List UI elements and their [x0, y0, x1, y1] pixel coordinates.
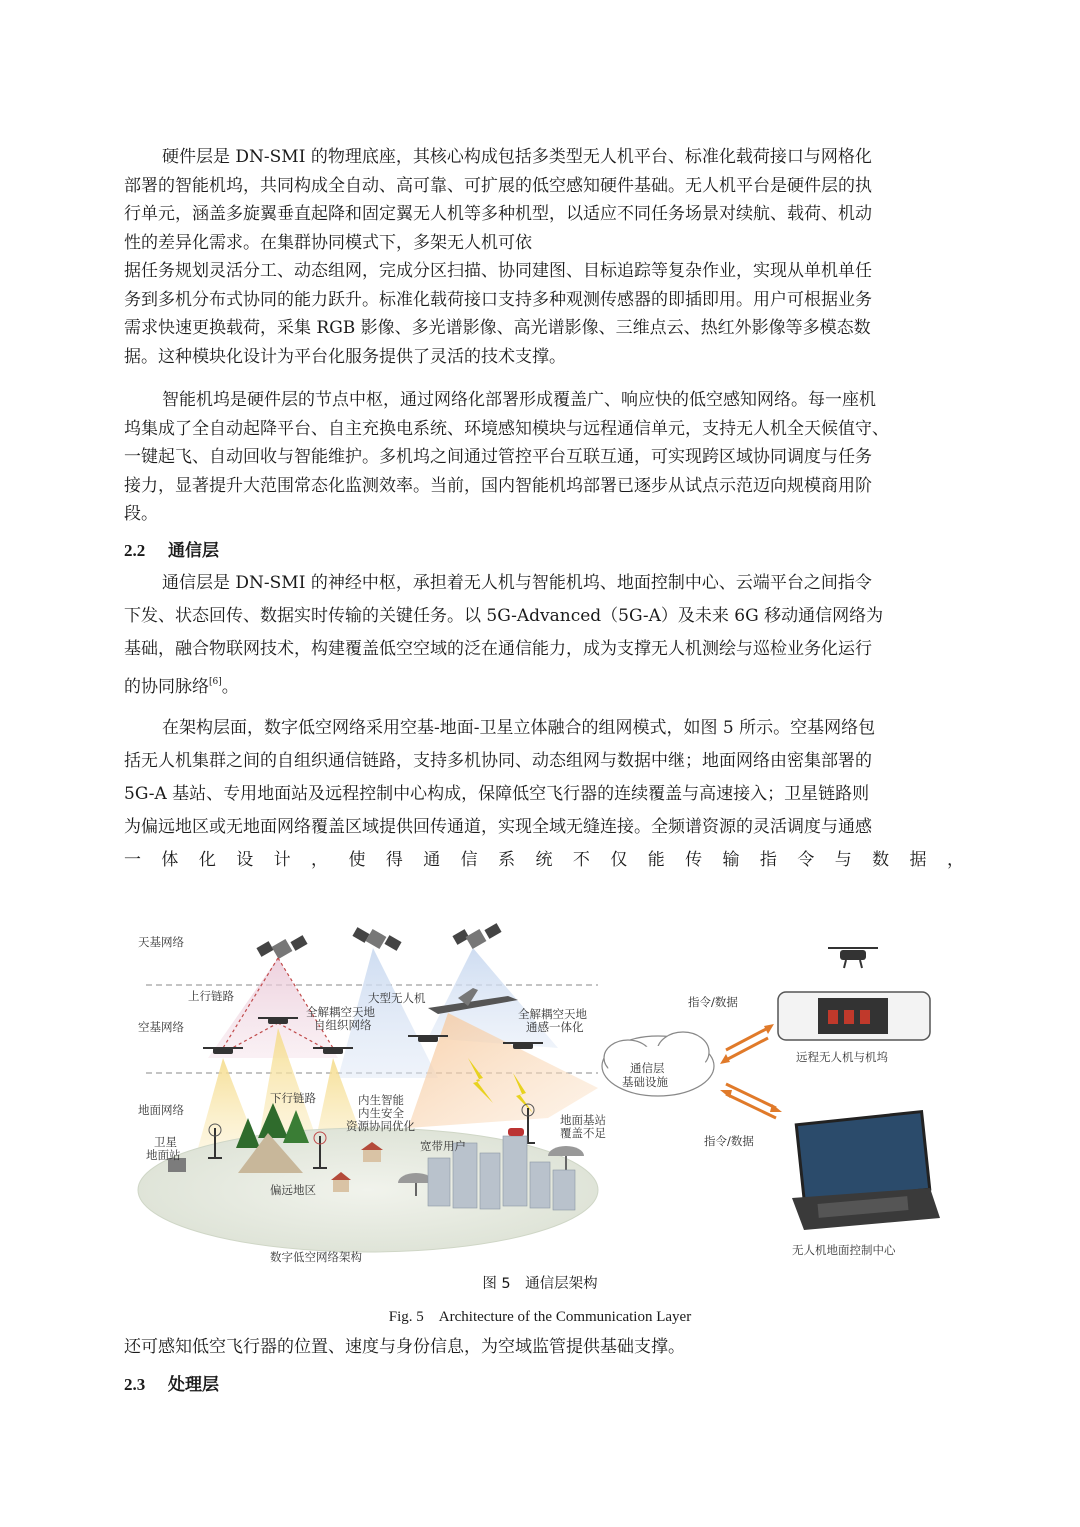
- text-line: 硬件层是 DN-SMI 的物理底座，其核心构成包括多类型无人机平台、标准化载荷接口与网格化: [162, 147, 872, 167]
- text-line-spread: [124, 844, 964, 877]
- char: 通: [423, 850, 441, 870]
- paragraph-dock: [124, 386, 964, 529]
- text-line: 接力，显著提升大范围常态化监测效率。当前，国内智能机坞部署已逐步从试点示范迈向规模商用阶: [124, 475, 872, 496]
- label-remote-area: 偏远地区: [270, 1183, 316, 1197]
- text-line: 性的差异化需求。在集群协同模式下，多架无人机可依: [124, 232, 532, 253]
- label-architecture: 数字低空网络架构: [270, 1250, 362, 1264]
- text-fragment: 的协同脉络: [124, 677, 209, 697]
- label-sat-ground-1: 卫星: [154, 1135, 177, 1149]
- char: ，: [311, 850, 329, 870]
- label-resource-opt: 资源协同优化: [346, 1119, 415, 1133]
- text-line: 坞集成了全自动起降平台、自主充换电系统、环境感知模块与远程通信单元，支持无人机全天候值守、: [124, 418, 889, 439]
- text-line: [124, 666, 964, 704]
- char: ，: [946, 850, 964, 870]
- char: 能: [647, 850, 665, 870]
- text-line: 还可感知低空飞行器的位置、速度与身份信息，为空域监管提供基础支撑。: [124, 1337, 685, 1357]
- label-gcs: 无人机地面控制中心: [792, 1243, 896, 1257]
- char: 数: [872, 850, 890, 870]
- section-heading-2-2: [124, 536, 219, 561]
- text-line: 一键起飞、自动回收与智能维护。多机坞之间通过管控平台互联互通，可实现跨区域协同调度与任务: [124, 447, 872, 467]
- label-uplink: 上行链路: [188, 989, 234, 1003]
- label-native-security: 内生安全: [358, 1106, 404, 1120]
- label-large-uav: 大型无人机: [368, 991, 426, 1005]
- char: 据: [909, 850, 927, 870]
- text-line: 段。: [124, 504, 158, 524]
- label-remote-dock: 远程无人机与机坞: [796, 1050, 888, 1064]
- text-line: 基础，融合物联网技术，构建覆盖低空空域的泛在通信能力，成为支撑无人机测绘与巡检业务化运行: [124, 639, 872, 659]
- text-line: 在架构层面，数字低空网络采用空基-地面-卫星立体融合的组网模式，如图 5 所示。空基网络包: [162, 718, 876, 738]
- label-isac-1: 全解耦空天地: [518, 1007, 587, 1021]
- label-adhoc-1: 全解耦空天地: [306, 1005, 375, 1019]
- label-adhoc-2: 自组织网络: [314, 1018, 372, 1032]
- text-line: 下发、状态回传、数据实时传输的关键任务。以 5G-Advanced（5G-A）及未来 6G 移动通信网络为: [124, 606, 884, 626]
- label-cmd-data-bottom: 指令/数据: [704, 1134, 754, 1148]
- label-isac-2: 通感一体化: [526, 1020, 584, 1034]
- figure-5-diagram: [128, 918, 956, 1266]
- citation-ref: [6]: [209, 677, 222, 687]
- label-air-network: 空基网络: [138, 1020, 184, 1034]
- paragraph-architecture: [124, 712, 964, 877]
- text-line: 部署的智能机坞，共同构成全自动、高可靠、可扩展的低空感知硬件基础。无人机平台是硬件层的执: [124, 175, 872, 196]
- paragraph-hardware: [124, 143, 964, 371]
- label-downlink: 下行链路: [270, 1091, 316, 1105]
- section-title: 处理层: [168, 1375, 219, 1395]
- section-number: 2.3: [124, 1375, 146, 1394]
- label-ground-network: 地面网络: [138, 1103, 184, 1117]
- char: 指: [759, 850, 777, 870]
- char: 输: [722, 850, 740, 870]
- label-sat-ground-2: 地面站: [146, 1148, 181, 1162]
- char: 一: [124, 850, 141, 870]
- paragraph-continued: [124, 1333, 964, 1362]
- text-line: 务到多机分布式协同的能力跃升。标准化载荷接口支持多种观测传感器的即插即用。用户可根据业务: [124, 289, 872, 310]
- section-title: 通信层: [168, 541, 219, 561]
- label-bs-lack-1: 地面基站: [560, 1113, 606, 1127]
- text-line: 为偏远地区或无地面网络覆盖区域提供回传通道，实现全域无缝连接。全频谱资源的灵活调度与通感: [124, 817, 872, 837]
- label-bs-lack-2: 覆盖不足: [560, 1126, 606, 1140]
- char: 使: [348, 850, 366, 870]
- char: 体: [161, 850, 179, 870]
- char: 令: [797, 850, 815, 870]
- char: 与: [834, 850, 852, 870]
- label-native-intel: 内生智能: [358, 1093, 404, 1107]
- char: 不: [572, 850, 590, 870]
- text-line: 通信层是 DN-SMI 的神经中枢，承担着无人机与智能机坞、地面控制中心、云端平台之间指令: [162, 573, 872, 593]
- ground-control-terminal-icon: [792, 1112, 940, 1230]
- char: 设: [236, 850, 254, 870]
- label-space-network: 天基网络: [138, 935, 184, 949]
- char: 传: [685, 850, 703, 870]
- paragraph-communication: [124, 567, 964, 704]
- text-fragment: 。: [221, 677, 239, 697]
- char: 信: [460, 850, 478, 870]
- label-broadband: 宽带用户: [420, 1139, 466, 1153]
- label-infra-2: 基础设施: [622, 1075, 668, 1089]
- figure-caption-en: Fig. 5 Architecture of the Communication Layer: [388, 1309, 692, 1325]
- char: 化: [198, 850, 216, 870]
- text-line: 行单元，涵盖多旋翼垂直起降和固定翼无人机等多种机型，以适应不同任务场景对续航、载荷、机动: [124, 204, 872, 224]
- label-infra-1: 通信层: [630, 1061, 665, 1075]
- text-line: 括无人机集群之间的自组织通信链路，支持多机协同、动态组网与数据中继；地面网络由密集部署的: [124, 751, 872, 771]
- text-line: 5G-A 基站、专用地面站及远程控制中心构成，保障低空飞行器的连续覆盖与高速接入；卫星链路则: [124, 784, 870, 804]
- section-heading-2-3: [124, 1370, 219, 1395]
- section-number: 2.2: [124, 541, 146, 560]
- text-line: 据任务规划灵活分工、动态组网，完成分区扫描、协同建图、目标追踪等复杂作业，实现从单机单任: [124, 261, 872, 281]
- text-line: 需求快速更换载荷，采集 RGB 影像、多光谱影像、高光谱影像、三维点云、热红外影像等多模态数: [124, 318, 871, 338]
- char: 统: [535, 850, 553, 870]
- char: 系: [498, 850, 516, 870]
- drone-dock-icon: [778, 992, 930, 1040]
- car-icon: [508, 1128, 524, 1136]
- char: 仅: [610, 850, 628, 870]
- text-line: 据。这种模块化设计为平台化服务提供了灵活的技术支撑。: [124, 346, 566, 367]
- char: 计: [273, 850, 291, 870]
- text-line: 智能机坞是硬件层的节点中枢，通过网络化部署形成覆盖广、响应快的低空感知网络。每一座机: [162, 390, 876, 410]
- label-cmd-data-top: 指令/数据: [688, 995, 738, 1009]
- figure-caption-cn: 图 5 通信层架构: [482, 1276, 598, 1292]
- char: 得: [385, 850, 403, 870]
